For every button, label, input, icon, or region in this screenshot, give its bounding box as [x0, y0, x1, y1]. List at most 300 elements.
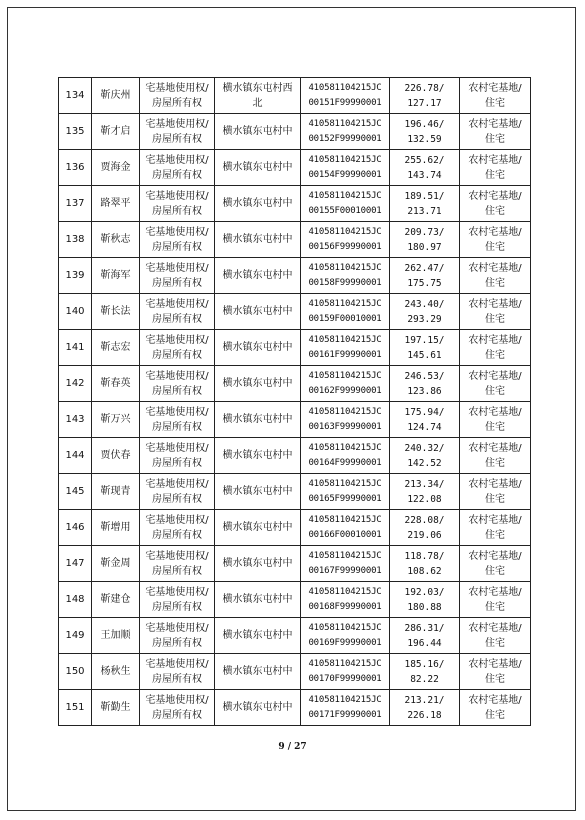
table-row — [59, 150, 531, 186]
right-type-text: 房屋所有权 — [152, 637, 202, 649]
land-use-cell — [460, 474, 531, 510]
parcel-code-cell — [301, 186, 390, 222]
parcel-code-text: 00171F99990001 — [308, 709, 382, 720]
owner-name-text: 靳建仓 — [100, 594, 131, 605]
row-number-text: 135 — [65, 126, 85, 137]
row-number-cell — [59, 330, 92, 366]
owner-name-cell — [92, 366, 140, 402]
area-text: 122.08 — [407, 493, 442, 505]
row-number-cell — [59, 150, 92, 186]
row-number-cell — [59, 78, 92, 114]
row-number-cell — [59, 438, 92, 474]
table-row — [59, 582, 531, 618]
location-text: 横水镇东屯村中 — [222, 126, 293, 137]
land-use-text: 住宅 — [485, 457, 505, 469]
right-type-cell — [140, 402, 215, 438]
land-use-text: 住宅 — [485, 421, 505, 433]
land-use-cell — [460, 150, 531, 186]
area-cell — [390, 510, 460, 546]
right-type-text: 房屋所有权 — [152, 529, 202, 541]
area-text: 226.78/ — [404, 82, 445, 94]
right-type-text: 宅基地使用权/ — [145, 478, 209, 490]
location-text: 横水镇东屯村中 — [222, 486, 293, 497]
owner-name-cell — [92, 258, 140, 294]
right-type-text: 房屋所有权 — [152, 601, 202, 613]
parcel-code-cell — [301, 222, 390, 258]
land-use-cell — [460, 546, 531, 582]
location-text: 横水镇东屯村中 — [222, 378, 293, 389]
land-use-cell — [460, 402, 531, 438]
location-text: 横水镇东屯村中 — [222, 162, 293, 173]
location-cell — [215, 78, 301, 114]
table-row — [59, 330, 531, 366]
owner-name-cell — [92, 186, 140, 222]
right-type-text: 宅基地使用权/ — [145, 154, 209, 166]
right-type-text: 房屋所有权 — [152, 277, 202, 289]
owner-name-cell — [92, 150, 140, 186]
right-type-cell — [140, 294, 215, 330]
area-text: 127.17 — [407, 97, 442, 109]
row-number-cell — [59, 654, 92, 690]
right-type-text: 房屋所有权 — [152, 493, 202, 505]
parcel-code-text: 410581104215JC — [308, 370, 382, 381]
area-text: 196.44 — [407, 637, 442, 649]
row-number-text: 137 — [65, 198, 85, 209]
row-number-cell — [59, 546, 92, 582]
parcel-code-text: 410581104215JC — [308, 586, 382, 597]
parcel-code-text: 410581104215JC — [308, 442, 382, 453]
row-number-text: 141 — [65, 342, 85, 353]
row-number-text: 142 — [65, 378, 85, 389]
parcel-code-text: 410581104215JC — [308, 190, 382, 201]
area-text: 209.73/ — [404, 226, 445, 238]
parcel-code-text: 00168F99990001 — [308, 601, 382, 612]
parcel-code-text: 00152F99990001 — [308, 133, 382, 144]
owner-name-text: 贾伏春 — [100, 450, 131, 461]
area-text: 82.22 — [410, 673, 439, 685]
right-type-text: 宅基地使用权/ — [145, 118, 209, 130]
row-number-text: 146 — [65, 522, 85, 533]
right-type-cell — [140, 222, 215, 258]
parcel-code-cell — [301, 510, 390, 546]
location-text: 横水镇东屯村中 — [222, 306, 293, 317]
area-text: 286.31/ — [404, 622, 445, 634]
row-number-cell — [59, 294, 92, 330]
parcel-code-text: 00163F99990001 — [308, 421, 382, 432]
land-use-text: 住宅 — [485, 601, 505, 613]
records-body — [59, 78, 531, 726]
owner-name-text: 路翠平 — [100, 198, 131, 209]
area-text: 124.74 — [407, 421, 442, 433]
land-use-cell — [460, 294, 531, 330]
area-text: 293.29 — [407, 313, 442, 325]
parcel-code-cell — [301, 114, 390, 150]
owner-name-cell — [92, 114, 140, 150]
parcel-code-text: 410581104215JC — [308, 82, 382, 93]
row-number-cell — [59, 114, 92, 150]
page-number: 9 / 27 — [278, 742, 307, 752]
parcel-code-text: 410581104215JC — [308, 118, 382, 129]
location-text: 横水镇东屯村中 — [222, 198, 293, 209]
owner-name-cell — [92, 294, 140, 330]
parcel-code-cell — [301, 690, 390, 726]
right-type-text: 房屋所有权 — [152, 133, 202, 145]
owner-name-cell — [92, 330, 140, 366]
row-number-cell — [59, 690, 92, 726]
row-number-text: 136 — [65, 162, 85, 173]
land-use-text: 农村宅基地/ — [468, 334, 522, 346]
parcel-code-text: 00170F99990001 — [308, 673, 382, 684]
area-text: 180.88 — [407, 601, 442, 613]
right-type-text: 宅基地使用权/ — [145, 406, 209, 418]
parcel-code-cell — [301, 330, 390, 366]
area-text: 240.32/ — [404, 442, 445, 454]
right-type-text: 房屋所有权 — [152, 709, 202, 721]
parcel-code-cell — [301, 474, 390, 510]
right-type-text: 宅基地使用权/ — [145, 298, 209, 310]
right-type-cell — [140, 438, 215, 474]
right-type-text: 宅基地使用权/ — [145, 622, 209, 634]
row-number-cell — [59, 474, 92, 510]
land-use-text: 住宅 — [485, 709, 505, 721]
location-text: 北 — [252, 97, 263, 109]
area-text: 219.06 — [407, 529, 442, 541]
area-text: 123.86 — [407, 385, 442, 397]
row-number-text: 138 — [65, 234, 85, 245]
parcel-code-cell — [301, 294, 390, 330]
location-cell — [215, 654, 301, 690]
owner-name-text: 靳长法 — [100, 306, 131, 317]
location-text: 横水镇东屯村中 — [222, 342, 293, 353]
parcel-code-text: 410581104215JC — [308, 622, 382, 633]
right-type-cell — [140, 546, 215, 582]
parcel-code-text: 00158F99990001 — [308, 277, 382, 288]
owner-name-cell — [92, 438, 140, 474]
parcel-code-text: 410581104215JC — [308, 514, 382, 525]
owner-name-text: 靳志宏 — [100, 342, 131, 353]
land-use-cell — [460, 690, 531, 726]
area-text: 213.71 — [407, 205, 442, 217]
right-type-cell — [140, 150, 215, 186]
row-number-text: 144 — [65, 450, 85, 461]
row-number-cell — [59, 222, 92, 258]
table-row — [59, 402, 531, 438]
location-cell — [215, 510, 301, 546]
area-text: 142.52 — [407, 457, 442, 469]
owner-name-text: 靳增用 — [100, 522, 131, 533]
land-use-cell — [460, 222, 531, 258]
right-type-text: 宅基地使用权/ — [145, 334, 209, 346]
area-cell — [390, 366, 460, 402]
parcel-code-text: 00156F99990001 — [308, 241, 382, 252]
right-type-text: 房屋所有权 — [152, 385, 202, 397]
parcel-code-text: 00154F99990001 — [308, 169, 382, 180]
parcel-code-text: 00155F00010001 — [308, 205, 382, 216]
land-use-cell — [460, 438, 531, 474]
owner-name-cell — [92, 510, 140, 546]
parcel-code-cell — [301, 258, 390, 294]
area-text: 189.51/ — [404, 190, 445, 202]
parcel-code-cell — [301, 402, 390, 438]
right-type-cell — [140, 510, 215, 546]
land-use-cell — [460, 78, 531, 114]
right-type-cell — [140, 330, 215, 366]
owner-name-cell — [92, 402, 140, 438]
table-row — [59, 114, 531, 150]
right-type-text: 宅基地使用权/ — [145, 262, 209, 274]
parcel-code-text: 410581104215JC — [308, 550, 382, 561]
parcel-code-text: 00169F99990001 — [308, 637, 382, 648]
land-use-text: 农村宅基地/ — [468, 658, 522, 670]
parcel-code-text: 00151F99990001 — [308, 97, 382, 108]
parcel-code-text: 00159F00010001 — [308, 313, 382, 324]
area-text: 213.21/ — [404, 694, 445, 706]
area-text: 228.08/ — [404, 514, 445, 526]
parcel-code-text: 410581104215JC — [308, 262, 382, 273]
row-number-text: 140 — [65, 306, 85, 317]
location-cell — [215, 582, 301, 618]
location-text: 横水镇东屯村中 — [222, 234, 293, 245]
area-text: 185.16/ — [404, 658, 445, 670]
table-row — [59, 546, 531, 582]
area-cell — [390, 618, 460, 654]
table-row — [59, 186, 531, 222]
row-number-text: 134 — [65, 90, 85, 101]
area-text: 196.46/ — [404, 118, 445, 130]
land-use-text: 住宅 — [485, 349, 505, 361]
area-cell — [390, 546, 460, 582]
right-type-text: 宅基地使用权/ — [145, 226, 209, 238]
location-cell — [215, 618, 301, 654]
land-use-text: 住宅 — [485, 565, 505, 577]
parcel-code-cell — [301, 366, 390, 402]
right-type-text: 房屋所有权 — [152, 673, 202, 685]
table-row — [59, 78, 531, 114]
right-type-text: 房屋所有权 — [152, 565, 202, 577]
right-type-cell — [140, 690, 215, 726]
row-number-text: 150 — [65, 666, 85, 677]
location-cell — [215, 186, 301, 222]
table-row — [59, 438, 531, 474]
land-use-cell — [460, 258, 531, 294]
owner-name-text: 靳春英 — [100, 378, 131, 389]
right-type-text: 宅基地使用权/ — [145, 694, 209, 706]
records-table — [58, 77, 531, 726]
row-number-text: 145 — [65, 486, 85, 497]
area-cell — [390, 78, 460, 114]
location-text: 横水镇东屯村中 — [222, 630, 293, 641]
location-cell — [215, 330, 301, 366]
location-cell — [215, 258, 301, 294]
land-use-text: 农村宅基地/ — [468, 298, 522, 310]
right-type-text: 房屋所有权 — [152, 169, 202, 181]
land-use-cell — [460, 654, 531, 690]
area-cell — [390, 258, 460, 294]
parcel-code-text: 00167F99990001 — [308, 565, 382, 576]
parcel-code-text: 00161F99990001 — [308, 349, 382, 360]
table-row — [59, 222, 531, 258]
land-use-cell — [460, 114, 531, 150]
parcel-code-text: 410581104215JC — [308, 298, 382, 309]
land-use-cell — [460, 618, 531, 654]
area-text: 143.74 — [407, 169, 442, 181]
location-cell — [215, 690, 301, 726]
parcel-code-text: 410581104215JC — [308, 478, 382, 489]
land-use-text: 农村宅基地/ — [468, 262, 522, 274]
area-cell — [390, 330, 460, 366]
owner-name-text: 王加顺 — [100, 630, 131, 641]
location-cell — [215, 294, 301, 330]
right-type-cell — [140, 654, 215, 690]
land-use-text: 农村宅基地/ — [468, 154, 522, 166]
area-text: 246.53/ — [404, 370, 445, 382]
land-use-text: 农村宅基地/ — [468, 442, 522, 454]
land-use-text: 住宅 — [485, 97, 505, 109]
parcel-code-text: 410581104215JC — [308, 334, 382, 345]
right-type-text: 宅基地使用权/ — [145, 190, 209, 202]
area-text: 118.78/ — [404, 550, 445, 562]
area-text: 192.03/ — [404, 586, 445, 598]
location-cell — [215, 222, 301, 258]
row-number-cell — [59, 258, 92, 294]
owner-name-cell — [92, 654, 140, 690]
row-number-cell — [59, 186, 92, 222]
owner-name-text: 靳万兴 — [100, 414, 131, 425]
right-type-text: 房屋所有权 — [152, 457, 202, 469]
right-type-cell — [140, 78, 215, 114]
parcel-code-text: 410581104215JC — [308, 694, 382, 705]
owner-name-text: 靳秋志 — [100, 234, 131, 245]
location-text: 横水镇东屯村西 — [222, 82, 293, 94]
right-type-cell — [140, 258, 215, 294]
owner-name-text: 靳海军 — [100, 270, 131, 281]
land-use-text: 农村宅基地/ — [468, 622, 522, 634]
owner-name-cell — [92, 618, 140, 654]
right-type-cell — [140, 474, 215, 510]
land-use-cell — [460, 366, 531, 402]
parcel-code-text: 00162F99990001 — [308, 385, 382, 396]
right-type-text: 宅基地使用权/ — [145, 586, 209, 598]
location-text: 横水镇东屯村中 — [222, 450, 293, 461]
area-cell — [390, 474, 460, 510]
area-text: 145.61 — [407, 349, 442, 361]
parcel-code-text: 410581104215JC — [308, 226, 382, 237]
location-cell — [215, 150, 301, 186]
area-cell — [390, 690, 460, 726]
land-use-text: 农村宅基地/ — [468, 406, 522, 418]
row-number-cell — [59, 582, 92, 618]
land-use-text: 住宅 — [485, 493, 505, 505]
land-use-text: 农村宅基地/ — [468, 550, 522, 562]
area-cell — [390, 582, 460, 618]
area-text: 213.34/ — [404, 478, 445, 490]
owner-name-text: 靳庆州 — [100, 90, 131, 101]
table-row — [59, 654, 531, 690]
location-cell — [215, 402, 301, 438]
parcel-code-text: 410581104215JC — [308, 154, 382, 165]
owner-name-text: 靳才启 — [100, 126, 131, 137]
parcel-code-text: 410581104215JC — [308, 406, 382, 417]
row-number-cell — [59, 510, 92, 546]
parcel-code-cell — [301, 78, 390, 114]
location-cell — [215, 366, 301, 402]
land-use-text: 农村宅基地/ — [468, 190, 522, 202]
area-text: 262.47/ — [404, 262, 445, 274]
land-use-text: 农村宅基地/ — [468, 514, 522, 526]
area-text: 175.94/ — [404, 406, 445, 418]
land-use-cell — [460, 582, 531, 618]
land-use-text: 住宅 — [485, 637, 505, 649]
location-text: 横水镇东屯村中 — [222, 270, 293, 281]
land-use-cell — [460, 186, 531, 222]
right-type-text: 宅基地使用权/ — [145, 658, 209, 670]
parcel-code-text: 00166F00010001 — [308, 529, 382, 540]
row-number-cell — [59, 618, 92, 654]
land-use-text: 农村宅基地/ — [468, 118, 522, 130]
right-type-cell — [140, 582, 215, 618]
owner-name-text: 靳现青 — [100, 486, 131, 497]
owner-name-cell — [92, 222, 140, 258]
right-type-text: 宅基地使用权/ — [145, 82, 209, 94]
row-number-text: 149 — [65, 630, 85, 641]
area-cell — [390, 402, 460, 438]
row-number-text: 143 — [65, 414, 85, 425]
parcel-code-cell — [301, 654, 390, 690]
area-cell — [390, 654, 460, 690]
right-type-text: 宅基地使用权/ — [145, 442, 209, 454]
table-row — [59, 474, 531, 510]
right-type-text: 房屋所有权 — [152, 349, 202, 361]
owner-name-text: 靳勤生 — [100, 702, 131, 713]
right-type-cell — [140, 366, 215, 402]
area-text: 132.59 — [407, 133, 442, 145]
owner-name-cell — [92, 582, 140, 618]
owner-name-text: 杨秋生 — [100, 666, 131, 677]
land-use-text: 住宅 — [485, 313, 505, 325]
right-type-cell — [140, 114, 215, 150]
right-type-text: 房屋所有权 — [152, 205, 202, 217]
area-text: 180.97 — [407, 241, 442, 253]
land-use-text: 农村宅基地/ — [468, 82, 522, 94]
location-text: 横水镇东屯村中 — [222, 666, 293, 677]
parcel-code-cell — [301, 546, 390, 582]
table-row — [59, 258, 531, 294]
land-use-text: 住宅 — [485, 241, 505, 253]
location-text: 横水镇东屯村中 — [222, 414, 293, 425]
area-text: 226.18 — [407, 709, 442, 721]
area-text: 255.62/ — [404, 154, 445, 166]
land-use-text: 住宅 — [485, 169, 505, 181]
table-row — [59, 366, 531, 402]
right-type-text: 房屋所有权 — [152, 97, 202, 109]
land-use-text: 住宅 — [485, 277, 505, 289]
row-number-text: 139 — [65, 270, 85, 281]
right-type-text: 房屋所有权 — [152, 313, 202, 325]
land-use-text: 住宅 — [485, 133, 505, 145]
land-use-cell — [460, 510, 531, 546]
location-text: 横水镇东屯村中 — [222, 558, 293, 569]
owner-name-text: 贾海金 — [100, 162, 131, 173]
location-cell — [215, 438, 301, 474]
area-cell — [390, 150, 460, 186]
land-use-text: 农村宅基地/ — [468, 694, 522, 706]
land-use-text: 农村宅基地/ — [468, 370, 522, 382]
right-type-text: 房屋所有权 — [152, 421, 202, 433]
area-cell — [390, 438, 460, 474]
parcel-code-cell — [301, 438, 390, 474]
area-text: 175.75 — [407, 277, 442, 289]
table-row — [59, 510, 531, 546]
